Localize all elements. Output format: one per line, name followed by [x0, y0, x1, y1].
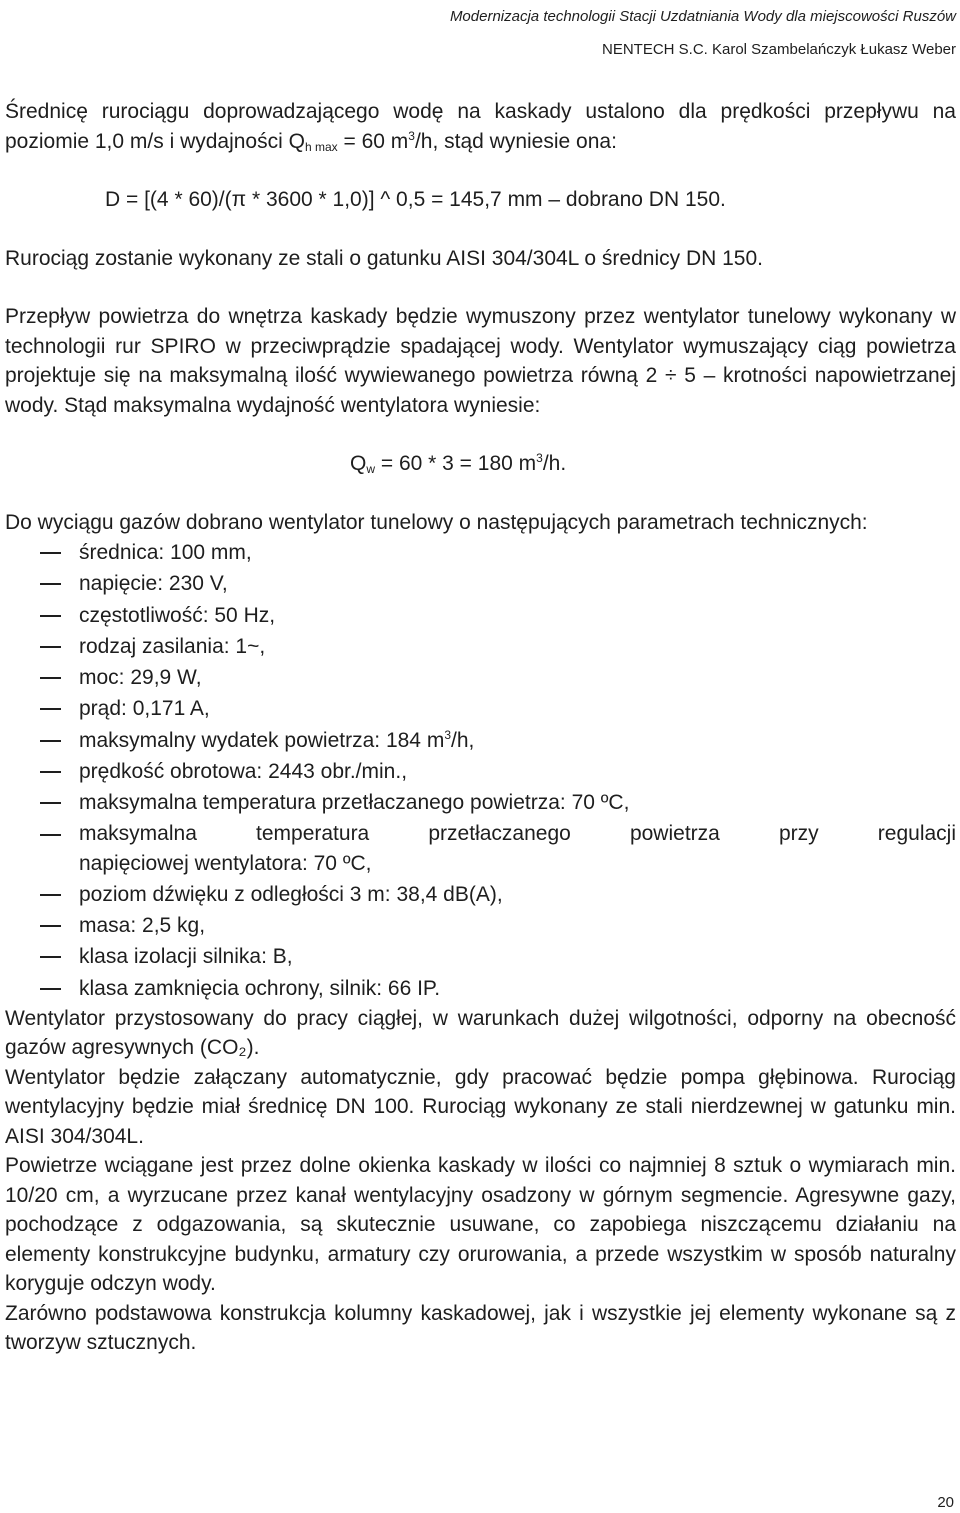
airflow-superscript: 3: [444, 727, 451, 742]
header-title: Modernizacja technologii Stacji Uzdatniania Wody dla miejscowości Ruszów: [449, 8, 956, 25]
formula2-text-b: /h.: [542, 452, 567, 475]
page-number: 20: [937, 1494, 954, 1511]
page-header: [450, 0, 956, 66]
formula2-q: Q: [350, 452, 367, 475]
list-item: klasa izolacji silnika: B,: [5, 941, 956, 972]
list-item: [5, 819, 956, 879]
paragraph-fan-resistance: Wentylator przystosowany do pracy ciągłej, w warunkach dużej wilgotności, odporny na obecność gazów agresywnych (CO₂).: [5, 1006, 956, 1060]
list-item: moc: 29,9 W,: [5, 662, 956, 693]
p1-text-a: Średnicę rurociągu doprowadzającego wodę na kaskady ustalono dla prędkości przepływu na poziomie 1,0 m/s i wydajności Q: [5, 100, 956, 153]
airflow-unit: /h,: [451, 728, 475, 752]
formula2-text-a: = 60 * 3 = 180 m: [375, 452, 537, 475]
airflow-text: maksymalny wydatek powietrza: 184 m: [79, 728, 445, 752]
list-item: średnica: 100 mm,: [5, 537, 956, 568]
document-body: [5, 97, 956, 1358]
paragraph-airflow: Przepływ powietrza do wnętrza kaskady będzie wymuszony przez wentylator tunelowy wykonany w technologii rur SPIRO w przeciwprądzie spadającej wody. Wentylator wymuszający ciąg powietrza projektuje się na maksymalną ilość wywiewanego powietrza równą 2 ÷ 5 – krotności napowietrzanej wody. Stąd maksymalna wydajność wentylatora wyniesie:: [5, 305, 956, 417]
list-item: częstotliwość: 50 Hz,: [5, 600, 956, 631]
p1-text-c: /h, stąd wyniesie ona:: [414, 129, 617, 153]
fan-parameters-list: [5, 537, 956, 1004]
paragraph-fan-automation: Wentylator będzie załączany automatycznie, gdy pracować będzie pompa głębinowa. Rurociąg wentylacyjny będzie miał średnicę DN 100. Rurociąg wykonany ze stali nierdzewnej w gatunku min. AISI 304/304L.: [5, 1065, 956, 1148]
list-item: masa: 2,5 kg,: [5, 910, 956, 941]
list-item: prąd: 0,171 A,: [5, 693, 956, 724]
list-item: maksymalna temperatura przetłaczanego powietrza: 70 ºC,: [5, 787, 956, 818]
list-item-line2: napięciowej wentylatora: 70 ºC,: [79, 851, 372, 875]
p1-superscript: 3: [408, 128, 415, 143]
list-item: [5, 725, 956, 756]
list-item: napięcie: 230 V,: [5, 568, 956, 599]
paragraph-fan-intro: Do wyciągu gazów dobrano wentylator tunelowy o następujących parametrach technicznych:: [5, 510, 868, 534]
list-item: rodzaj zasilania: 1~,: [5, 631, 956, 662]
list-item-line1: maksymalna temperatura przetłaczanego powietrza przy regulacji: [79, 821, 956, 845]
paragraph-materials: Zarówno podstawowa konstrukcja kolumny kaskadowej, jak i wszystkie jej elementy wykonane są z tworzyw sztucznych.: [5, 1301, 956, 1355]
formula2-subscript: w: [366, 462, 376, 476]
paragraph-air-intake: Powietrze wciągane jest przez dolne okienka kaskady w ilości co najmniej 8 sztuk o wymiarach min. 10/20 cm, a wyrzucane przez kanał wentylacyjny osadzony w górnym segmencie. Agresywne gazy, pochodzące z odgazowania, są skutecznie usuwane, co zapobiega niszczącemu działaniu na elementy konstrukcyjne budynku, armatury czy orurowania, a przede wszystkim w sposób naturalny koryguje odczyn wody.: [5, 1154, 956, 1296]
formula-fan-capacity: [5, 449, 956, 479]
p1-subscript: h max: [304, 139, 338, 154]
formula2-superscript: 3: [536, 451, 543, 465]
formula-diameter: D = [(4 * 60)/(π * 3600 * 1,0)] ^ 0,5 = 145,7 mm – dobrano DN 150.: [105, 188, 726, 211]
paragraph-pipe-material: Rurociąg zostanie wykonany ze stali o gatunku AISI 304/304L o średnicy DN 150.: [5, 246, 763, 270]
header-authors: NENTECH S.C. Karol Szambelańczyk Łukasz Weber: [601, 41, 956, 58]
list-item: poziom dźwięku z odległości 3 m: 38,4 dB(A),: [5, 879, 956, 910]
list-item: klasa zamknięcia ochrony, silnik: 66 IP.: [5, 973, 956, 1004]
list-item: prędkość obrotowa: 2443 obr./min.,: [5, 756, 956, 787]
paragraph-pipe-diameter: [5, 97, 956, 156]
p1-text-b: = 60 m: [337, 129, 409, 153]
